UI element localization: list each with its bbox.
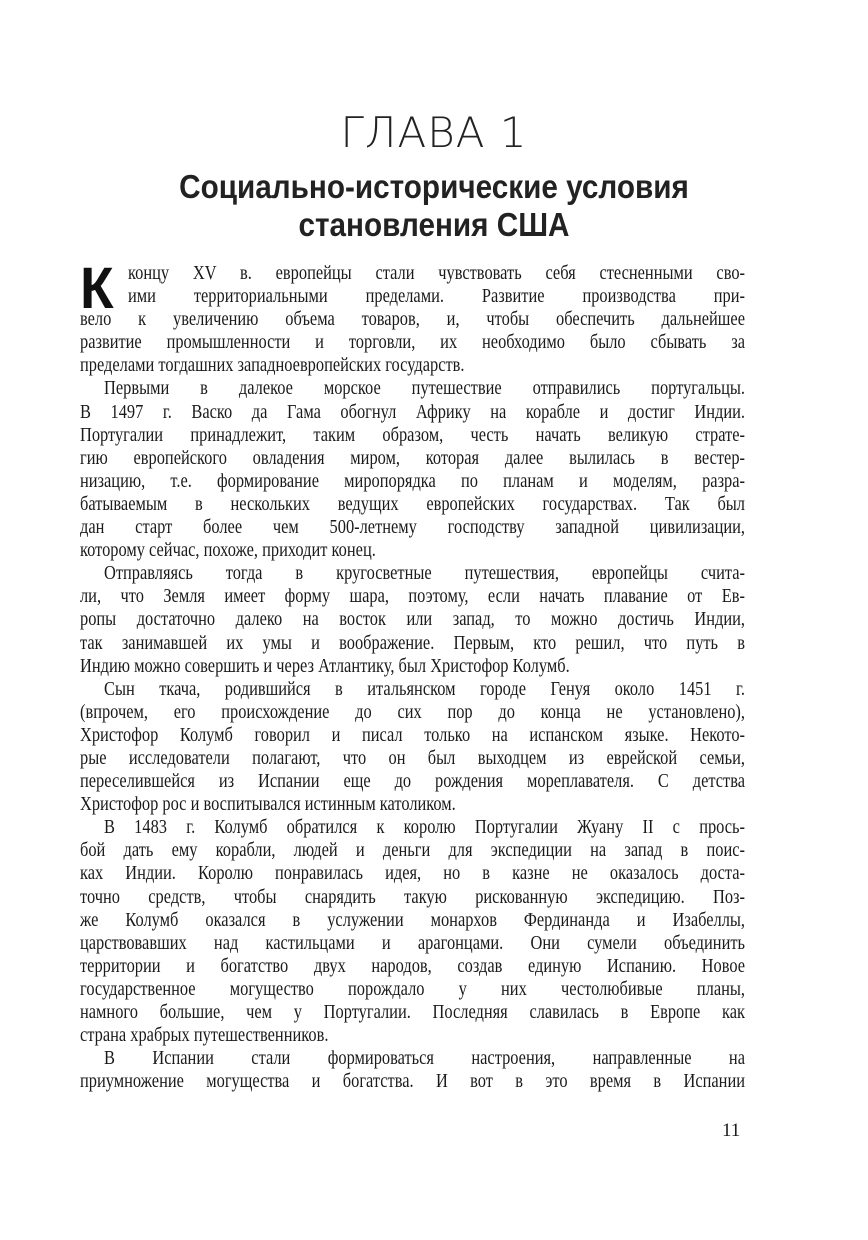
text-line-content: рые исследователи полагают, что он был выходцем из еврейской семьи, <box>80 746 745 769</box>
text-line-content: Отправляясь тогда в кругосветные путешествия, европейцы счита- <box>104 562 745 585</box>
text-line-content: Христофор Колумб говорил и писал только на испанском языке. Некото- <box>80 723 745 746</box>
paragraph <box>80 1047 745 1093</box>
text-line <box>80 285 745 308</box>
text-line-content: развитие промышленности и торговли, их необходимо было сбывать за <box>80 331 745 354</box>
text-line <box>80 955 745 978</box>
text-line-content: Христофор рос и воспитывался истинным католиком. <box>80 793 456 816</box>
text-line <box>80 701 745 724</box>
text-line <box>80 262 745 285</box>
text-line-content: концу XV в. европейцы стали чувствовать себя стесненными сво- <box>128 262 745 284</box>
text-line-content: государственное могущество порождало у них честолюбивые планы, <box>80 977 745 1000</box>
text-line-content: вело к увеличению объема товаров, и, чтобы обеспечить дальнейшее <box>80 308 745 331</box>
text-line <box>80 770 745 793</box>
text-line-content: В Испании стали формироваться настроения, направленные на <box>104 1047 745 1070</box>
text-line <box>80 862 745 885</box>
text-line <box>80 401 745 424</box>
text-line-content: бой дать ему корабли, людей и деньги для экспедиции на запад в поис- <box>80 839 745 862</box>
text-line <box>80 539 745 562</box>
text-line-content: страна храбрых путешественников. <box>80 1024 329 1047</box>
text-line-content: ках Индии. Королю понравилась идея, но в казне не оказалось доста- <box>80 862 745 885</box>
text-line <box>80 724 745 747</box>
text-line-content: царствовавших над кастильцами и арагонцами. Они сумели объединить <box>80 931 745 954</box>
text-line <box>80 562 745 585</box>
text-line-content: Первыми в далекое морское путешествие отправились португальцы. <box>104 377 745 400</box>
text-line <box>80 424 745 447</box>
text-line <box>80 909 745 932</box>
text-line <box>80 978 745 1001</box>
chapter-title-line: становления США <box>298 206 570 243</box>
text-line <box>80 493 745 516</box>
text-line <box>80 655 745 678</box>
text-line-content: переселившейся из Испании еще до рождения мореплавателя. С детства <box>80 770 745 793</box>
text-line <box>80 447 745 470</box>
text-line-content: намного большие, чем у Португалии. Последняя славилась в Европе как <box>80 1001 745 1023</box>
text-line <box>80 308 745 331</box>
text-line <box>80 793 745 816</box>
text-line <box>80 585 745 608</box>
text-line <box>80 678 745 701</box>
paragraph <box>80 816 745 1047</box>
text-line-content: ропы достаточно далеко на восток или запад, то можно достичь Индии, <box>80 608 745 631</box>
text-line-content: (впрочем, его происхождение до сих пор до конца не установлено), <box>80 700 745 723</box>
text-line <box>80 608 745 631</box>
text-line <box>80 816 745 839</box>
text-line <box>80 632 745 655</box>
paragraph <box>80 678 745 817</box>
text-line-content: дан старт более чем 500-летнему господству западной цивилизации, <box>80 516 745 539</box>
body-text <box>80 256 745 1093</box>
chapter-title-line: Социально-исторические условия <box>179 168 689 205</box>
text-line <box>80 932 745 955</box>
text-line-content: ими территориальными пределами. Развитие производства при- <box>128 285 745 308</box>
chapter-title <box>0 168 868 244</box>
text-line <box>80 747 745 770</box>
text-line <box>80 1070 745 1093</box>
text-line <box>80 886 745 909</box>
text-line-content: низацию, т.е. формирование миропорядка по планам и моделям, разра- <box>80 469 745 492</box>
paragraph <box>80 562 745 677</box>
text-line-content: же Колумб оказался в услужении монархов Фердинанда и Изабеллы, <box>80 908 745 931</box>
text-line-content: территории и богатство двух народов, создав единую Испанию. Новое <box>80 954 745 977</box>
page-number: 11 <box>722 1120 741 1141</box>
paragraph <box>80 256 745 377</box>
text-line <box>80 1024 745 1047</box>
text-line-content: Индию можно совершить и через Атлантику, был Христофор Колумб. <box>80 654 570 677</box>
text-line-content: пределами тогдашних западноевропейских государств. <box>80 354 465 377</box>
text-line-content: ли, что Земля имеет форму шара, поэтому, если начать плавание от Ев- <box>80 585 745 608</box>
text-line-content: точно средств, чтобы снарядить такую рискованную экспедицию. Поз- <box>80 885 745 908</box>
text-line <box>80 331 745 354</box>
text-line-content: которому сейчас, похоже, приходит конец. <box>80 539 376 562</box>
text-line-content: приумножение могущества и богатства. И вот в это время в Испании <box>80 1070 745 1093</box>
text-line-content: батываемым в нескольких ведущих европейских государствах. Так был <box>80 492 745 515</box>
text-line <box>80 377 745 400</box>
paragraph <box>80 377 745 562</box>
text-line-content: В 1483 г. Колумб обратился к королю Португалии Жуану II с прось- <box>104 816 745 839</box>
text-line-content: так занимавшей их умы и воображение. Первым, кто решил, что путь в <box>80 631 745 654</box>
text-line-content: Сын ткача, родившийся в итальянском городе Генуя около 1451 г. <box>104 677 745 700</box>
text-line <box>80 354 745 377</box>
text-line <box>80 1047 745 1070</box>
text-line <box>80 470 745 493</box>
text-line-content: гию европейского овладения миром, которая далее вылилась в вестер- <box>80 446 745 469</box>
text-line <box>80 1001 745 1024</box>
text-line <box>80 516 745 539</box>
chapter-label: ГЛАВА 1 <box>340 108 528 157</box>
text-line-content: Португалии принадлежит, таким образом, честь начать великую страте- <box>80 423 745 446</box>
text-line-content: В 1497 г. Васко да Гама обогнул Африку на корабле и достиг Индии. <box>80 400 745 423</box>
drop-cap: К <box>80 256 114 321</box>
text-line <box>80 839 745 862</box>
